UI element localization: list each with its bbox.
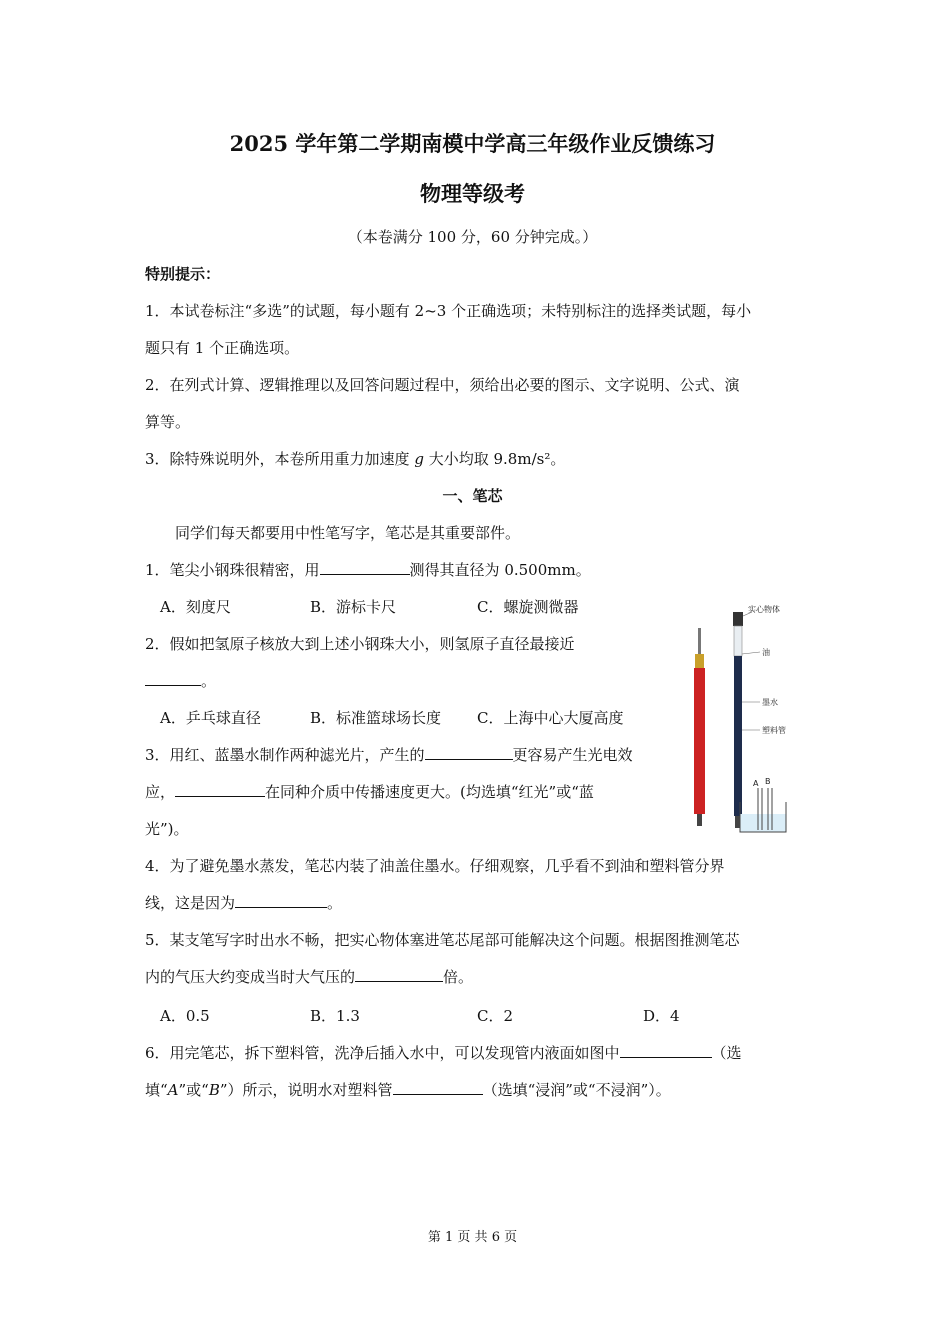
q5-line2-start: 内的气压大约变成当时大气压的 bbox=[145, 968, 356, 986]
q1-text: 1．笔尖小钢珠很精密，用 bbox=[145, 561, 320, 579]
tip-3-symbol-g: g bbox=[414, 450, 424, 468]
question-4: 4．为了避免墨水蒸发，笔芯内装了油盖住墨水。仔细观察，几乎看不到油和塑料管分界 bbox=[145, 857, 725, 875]
q6-line2-or: ”或“ bbox=[178, 1081, 209, 1099]
tip-1-line-1: 1．本试卷标注“多选”的试题，每小题有 2~3 个正确选项；未特别标注的选择类试题，每小 bbox=[145, 302, 752, 320]
question-3-line-3: 光”)。 bbox=[145, 820, 189, 838]
question-3-line-2 bbox=[145, 781, 594, 802]
q2-end: 。 bbox=[201, 672, 217, 690]
red-refill-cap bbox=[695, 654, 704, 668]
question-6-line-2 bbox=[145, 1079, 671, 1100]
q2-option-a[interactable]: A．乒乓球直径 bbox=[160, 709, 261, 727]
q3-blank-2[interactable] bbox=[175, 782, 265, 797]
q3-line2-start: 应， bbox=[145, 783, 176, 801]
label-oil: 油 bbox=[762, 648, 770, 657]
label-ink: 墨水 bbox=[762, 698, 778, 707]
solid-object bbox=[733, 612, 743, 626]
tip-3-value: 大小均取 9.8m/s²。 bbox=[428, 450, 566, 468]
q4-line2-end: 。 bbox=[327, 894, 343, 912]
page-subtitle: 物理等级考 bbox=[420, 181, 525, 206]
q5-option-d[interactable]: D．4 bbox=[643, 1007, 680, 1025]
q1-answer-blank[interactable] bbox=[320, 560, 410, 575]
q5-option-a[interactable]: A．0.5 bbox=[160, 1007, 210, 1025]
blue-refill-body bbox=[734, 656, 742, 816]
q2-option-b[interactable]: B．标准篮球场长度 bbox=[310, 709, 442, 727]
q6-line1-end: （选 bbox=[711, 1044, 742, 1062]
red-refill-tip bbox=[698, 628, 701, 654]
red-refill-nib bbox=[697, 814, 702, 826]
q6-line2-start: 填“ bbox=[145, 1081, 168, 1099]
tip-2-line-1: 2．在列式计算、逻辑推理以及回答问题过程中，须给出必要的图示、文字说明、公式、演 bbox=[145, 376, 740, 394]
q6-text: 6．用完笔芯，拆下塑料管，洗净后插入水中，可以发现管内液面如图中 bbox=[145, 1044, 620, 1062]
q2-answer-blank[interactable] bbox=[145, 671, 201, 686]
q5-option-b[interactable]: B．1.3 bbox=[310, 1007, 360, 1025]
q1-text-end: 测得其直径为 0.500mm。 bbox=[409, 561, 591, 579]
q6-line2-mid: ”）所示，说明水对塑料管 bbox=[219, 1081, 393, 1099]
q5-option-c[interactable]: C．2 bbox=[477, 1007, 514, 1025]
q1-option-a[interactable]: A．刻度尺 bbox=[160, 598, 231, 616]
section-intro: 同学们每天都要用中性笔写字，笔芯是其重要部件。 bbox=[175, 524, 521, 542]
tip-1-line-2: 题只有 1 个正确选项。 bbox=[145, 339, 300, 357]
section-title: 一、笔芯 bbox=[442, 487, 503, 505]
question-5: 5．某支笔写字时出水不畅，把实心物体塞进笔芯尾部可能解决这个问题。根据图推测笔芯 bbox=[145, 931, 740, 949]
q6-choice-b: B bbox=[208, 1081, 220, 1099]
tip-2-line-2: 算等。 bbox=[145, 413, 191, 431]
q1-option-c[interactable]: C．螺旋测微器 bbox=[477, 598, 579, 616]
red-refill-body bbox=[694, 668, 705, 814]
q4-answer-blank[interactable] bbox=[235, 893, 327, 908]
q5-answer-blank[interactable] bbox=[355, 967, 443, 982]
question-4-line-2 bbox=[145, 892, 342, 913]
label-solid-object: 实心物体 bbox=[748, 605, 780, 614]
q3-line2-end: 在同种介质中传播速度更大。(均选填“红光”或“蓝 bbox=[265, 783, 594, 801]
question-2-line-2 bbox=[145, 670, 216, 691]
label-plastic-tube: 塑料管 bbox=[762, 726, 786, 735]
exam-note: （本卷满分 100 分，60 分钟完成。） bbox=[347, 228, 598, 246]
q4-line2-start: 线，这是因为 bbox=[145, 894, 236, 912]
pen-refill-figure bbox=[690, 602, 800, 838]
q5-line2-end: 倍。 bbox=[443, 968, 474, 986]
tip-3 bbox=[145, 448, 565, 469]
q2-option-c[interactable]: C．上海中心大厦高度 bbox=[477, 709, 624, 727]
q6-choice-a: A bbox=[167, 1081, 179, 1099]
q3-text: 3．用红、蓝墨水制作两种滤光片，产生的 bbox=[145, 746, 425, 764]
tips-heading: 特别提示： bbox=[145, 265, 221, 283]
question-6 bbox=[145, 1042, 742, 1063]
page-title: 2025 学年第二学期南模中学高三年级作业反馈练习 bbox=[229, 131, 716, 156]
page-footer: 第 1 页 共 6 页 bbox=[427, 1230, 518, 1245]
refill-upper bbox=[734, 626, 742, 656]
q1-option-b[interactable]: B．游标卡尺 bbox=[310, 598, 397, 616]
q6-blank-1[interactable] bbox=[620, 1043, 712, 1058]
label-b: B bbox=[765, 777, 771, 786]
water bbox=[740, 814, 786, 832]
question-5-line-2 bbox=[145, 966, 473, 987]
q6-line2-end: （选填“浸润”或“不浸润”）。 bbox=[482, 1081, 671, 1099]
q3-text-mid: 更容易产生光电效 bbox=[512, 746, 633, 764]
tip-3-text: 3．除特殊说明外，本卷所用重力加速度 bbox=[145, 450, 410, 468]
question-2: 2．假如把氢原子核放大到上述小钢珠大小，则氢原子直径最接近 bbox=[145, 635, 575, 653]
question-1 bbox=[145, 559, 591, 580]
question-3 bbox=[145, 744, 633, 765]
leader-oil bbox=[742, 652, 760, 654]
q3-blank-1[interactable] bbox=[425, 745, 513, 760]
label-a: A bbox=[753, 779, 759, 788]
q6-blank-2[interactable] bbox=[393, 1080, 483, 1095]
